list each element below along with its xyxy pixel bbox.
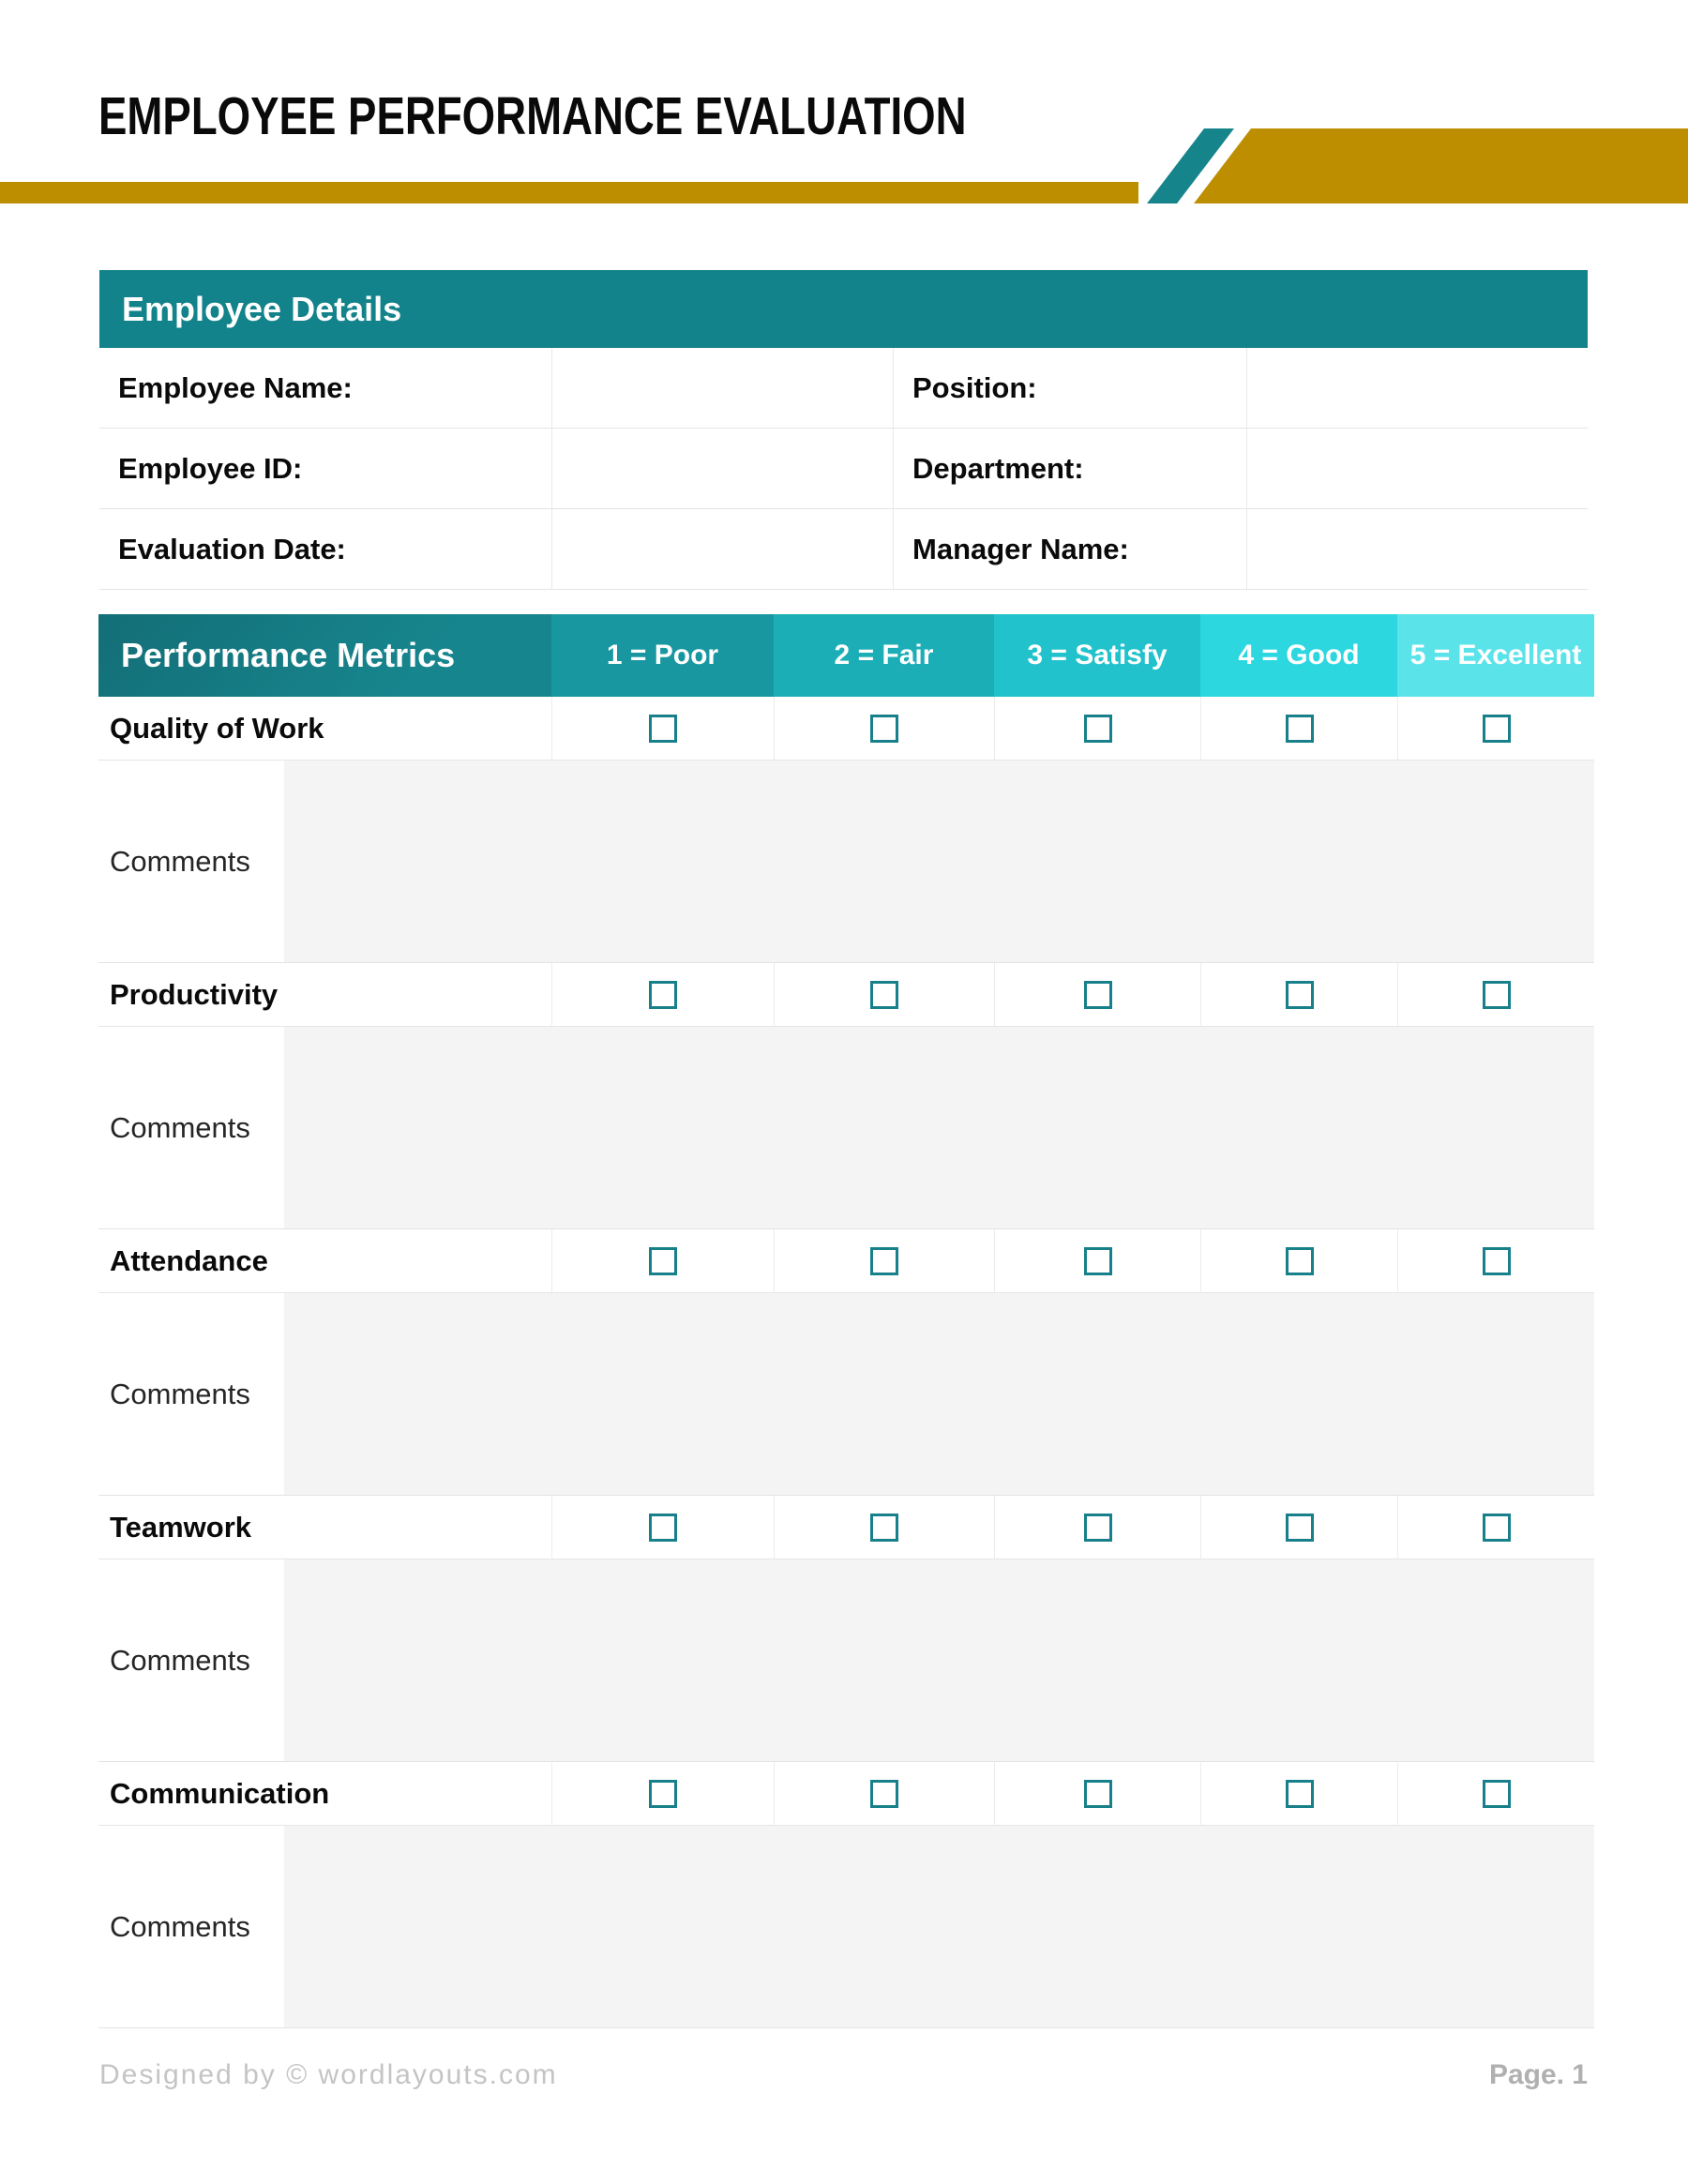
performance-metrics-header-row xyxy=(98,614,1594,697)
department-label: Department: xyxy=(893,429,1246,509)
employee-id-input[interactable] xyxy=(551,429,893,509)
rating-cell xyxy=(1397,1229,1594,1293)
comments-row xyxy=(98,1293,1594,1496)
rating-cell xyxy=(551,697,774,761)
checkbox-quality-satisfy[interactable] xyxy=(1084,715,1112,743)
rating-cell xyxy=(1200,1229,1397,1293)
rating-header-excellent: 5 = Excellent xyxy=(1397,614,1594,697)
metric-label: Attendance xyxy=(98,1229,551,1293)
comments-row xyxy=(98,761,1594,963)
checkbox-communication-poor[interactable] xyxy=(649,1780,677,1808)
rating-cell xyxy=(774,697,994,761)
rating-header-poor: 1 = Poor xyxy=(551,614,774,697)
checkbox-teamwork-satisfy[interactable] xyxy=(1084,1514,1112,1542)
metric-label: Quality of Work xyxy=(98,697,551,761)
rating-cell xyxy=(551,1229,774,1293)
page-title: EMPLOYEE PERFORMANCE EVALUATION xyxy=(98,86,967,146)
rating-cell xyxy=(1397,1762,1594,1826)
rating-cell xyxy=(551,1762,774,1826)
checkbox-communication-fair[interactable] xyxy=(870,1780,898,1808)
comments-input-quality[interactable] xyxy=(284,761,1594,963)
employee-details-header: Employee Details xyxy=(99,270,1588,348)
position-label: Position: xyxy=(893,348,1246,429)
rating-cell xyxy=(994,1762,1200,1826)
metric-label: Productivity xyxy=(98,963,551,1027)
checkbox-communication-good[interactable] xyxy=(1286,1780,1314,1808)
comments-input-communication[interactable] xyxy=(284,1826,1594,2028)
rating-header-good: 4 = Good xyxy=(1200,614,1397,697)
checkbox-productivity-poor[interactable] xyxy=(649,981,677,1009)
rating-header-fair: 2 = Fair xyxy=(774,614,994,697)
rating-cell xyxy=(1200,1762,1397,1826)
rating-cell xyxy=(1200,697,1397,761)
checkbox-attendance-excellent[interactable] xyxy=(1483,1247,1511,1275)
comments-label: Comments xyxy=(98,1826,284,2028)
manager-name-input[interactable] xyxy=(1246,509,1588,590)
rating-cell xyxy=(994,1229,1200,1293)
employee-name-input[interactable] xyxy=(551,348,893,429)
employee-details-section xyxy=(99,270,1588,590)
rating-cell xyxy=(551,963,774,1027)
checkbox-productivity-fair[interactable] xyxy=(870,981,898,1009)
checkbox-communication-excellent[interactable] xyxy=(1483,1780,1511,1808)
rating-cell xyxy=(774,1496,994,1559)
checkbox-teamwork-fair[interactable] xyxy=(870,1514,898,1542)
gold-accent-parallelogram xyxy=(1194,128,1688,203)
checkbox-teamwork-excellent[interactable] xyxy=(1483,1514,1511,1542)
rating-cell xyxy=(774,963,994,1027)
performance-metrics-title: Performance Metrics xyxy=(98,614,551,697)
footer-credit: Designed by © wordlayouts.com xyxy=(99,2059,558,2090)
gold-band xyxy=(0,182,1138,203)
checkbox-communication-satisfy[interactable] xyxy=(1084,1780,1112,1808)
comments-row xyxy=(98,1826,1594,2028)
rating-cell xyxy=(1397,963,1594,1027)
checkbox-quality-poor[interactable] xyxy=(649,715,677,743)
rating-cell xyxy=(774,1229,994,1293)
rating-cell xyxy=(774,1762,994,1826)
evaluation-date-label: Evaluation Date: xyxy=(99,509,551,590)
rating-header-satisfy: 3 = Satisfy xyxy=(994,614,1200,697)
rating-cell xyxy=(994,1496,1200,1559)
rating-cell xyxy=(1397,697,1594,761)
metric-label: Communication xyxy=(98,1762,551,1826)
comments-input-productivity[interactable] xyxy=(284,1027,1594,1229)
employee-details-table xyxy=(99,348,1588,590)
checkbox-teamwork-good[interactable] xyxy=(1286,1514,1314,1542)
comments-input-attendance[interactable] xyxy=(284,1293,1594,1496)
checkbox-quality-fair[interactable] xyxy=(870,715,898,743)
metric-label: Teamwork xyxy=(98,1496,551,1559)
metric-row-attendance xyxy=(98,1229,1594,1293)
metric-row-communication xyxy=(98,1762,1594,1826)
comments-row xyxy=(98,1027,1594,1229)
metric-row-quality-of-work xyxy=(98,697,1594,761)
rating-cell xyxy=(994,697,1200,761)
checkbox-productivity-satisfy[interactable] xyxy=(1084,981,1112,1009)
comments-label: Comments xyxy=(98,1559,284,1762)
rating-cell xyxy=(1200,963,1397,1027)
checkbox-quality-excellent[interactable] xyxy=(1483,715,1511,743)
evaluation-date-input[interactable] xyxy=(551,509,893,590)
comments-row xyxy=(98,1559,1594,1762)
checkbox-attendance-fair[interactable] xyxy=(870,1247,898,1275)
comments-label: Comments xyxy=(98,1027,284,1229)
checkbox-attendance-good[interactable] xyxy=(1286,1247,1314,1275)
metric-row-productivity xyxy=(98,963,1594,1027)
rating-cell xyxy=(994,963,1200,1027)
rating-cell xyxy=(1397,1496,1594,1559)
checkbox-attendance-poor[interactable] xyxy=(649,1247,677,1275)
position-input[interactable] xyxy=(1246,348,1588,429)
department-input[interactable] xyxy=(1246,429,1588,509)
rating-cell xyxy=(551,1496,774,1559)
checkbox-quality-good[interactable] xyxy=(1286,715,1314,743)
checkbox-attendance-satisfy[interactable] xyxy=(1084,1247,1112,1275)
comments-label: Comments xyxy=(98,1293,284,1496)
employee-id-label: Employee ID: xyxy=(99,429,551,509)
checkbox-productivity-excellent[interactable] xyxy=(1483,981,1511,1009)
checkbox-productivity-good[interactable] xyxy=(1286,981,1314,1009)
rating-cell xyxy=(1200,1496,1397,1559)
metric-row-teamwork xyxy=(98,1496,1594,1559)
employee-name-label: Employee Name: xyxy=(99,348,551,429)
performance-metrics-section xyxy=(98,614,1594,2028)
manager-name-label: Manager Name: xyxy=(893,509,1246,590)
footer-page-number: Page. 1 xyxy=(1488,2059,1588,2090)
comments-input-teamwork[interactable] xyxy=(284,1559,1594,1762)
comments-label: Comments xyxy=(98,761,284,963)
checkbox-teamwork-poor[interactable] xyxy=(649,1514,677,1542)
